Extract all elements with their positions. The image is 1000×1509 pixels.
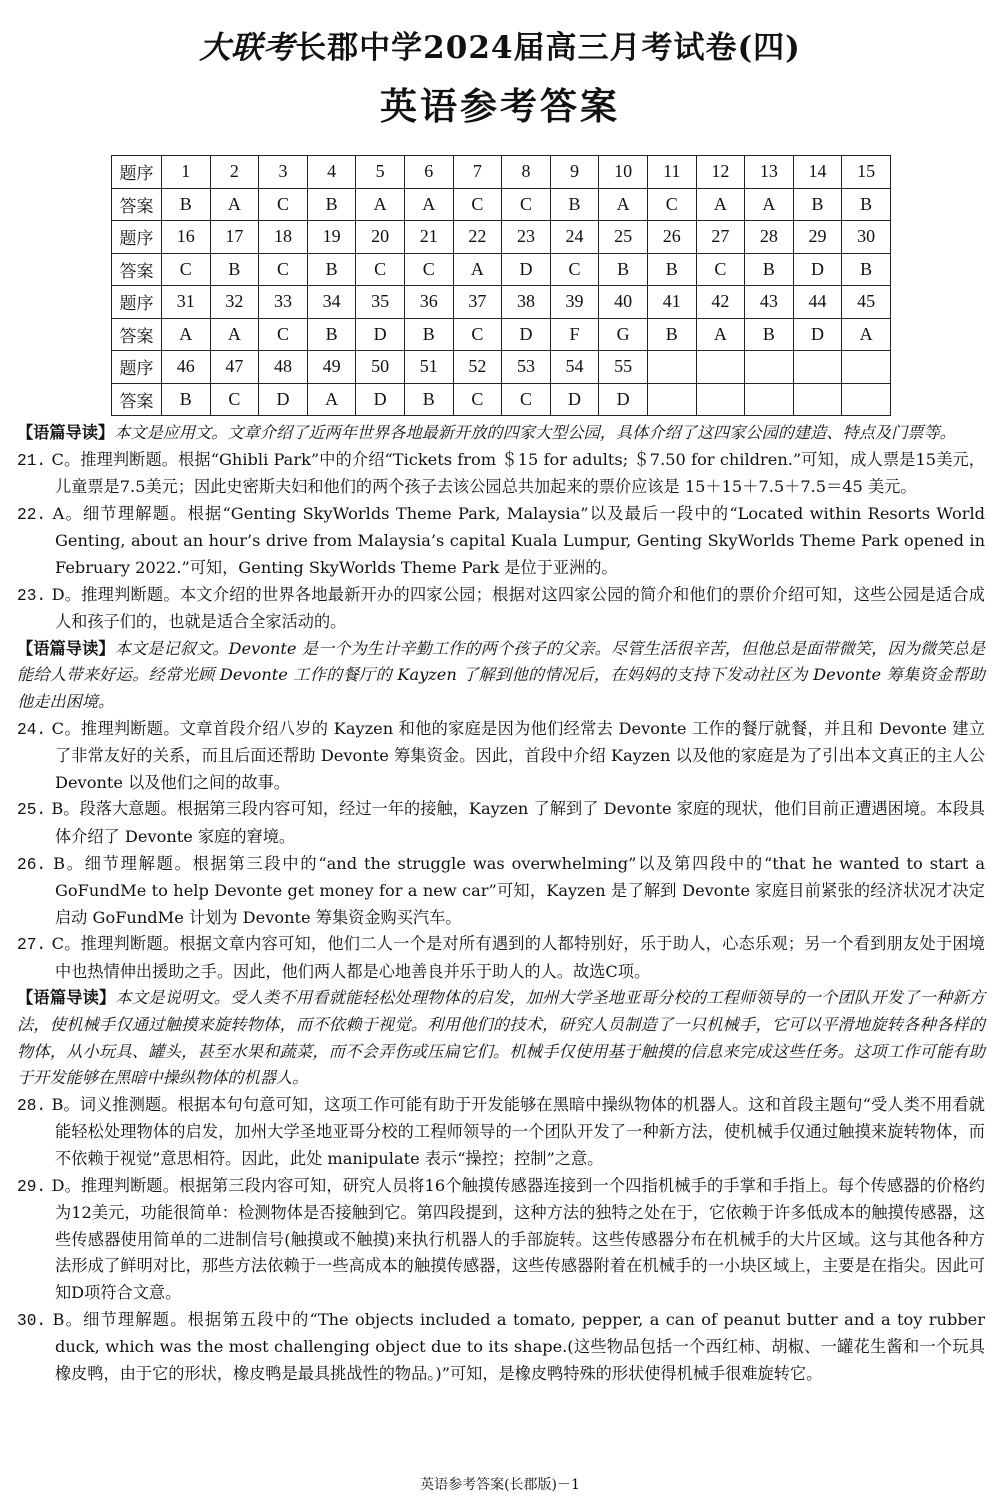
table-cell: B: [745, 253, 794, 286]
table-row: [112, 351, 891, 384]
table-cell: 36: [404, 286, 453, 319]
question-number: 26.: [17, 855, 47, 874]
table-cell: D: [259, 383, 308, 416]
table-cell: [696, 351, 745, 384]
row-header: 题序: [112, 221, 162, 254]
answer-explanation: [17, 1173, 985, 1307]
table-cell: B: [162, 383, 211, 416]
table-cell: 7: [453, 156, 502, 189]
table-cell: 51: [404, 351, 453, 384]
explanation-text: C。推理判断题。根据“Ghibli Park”中的介绍“Tickets from ＄15 for adults; ＄7.50 for children.”可知，成人票是15美元，儿童票是7.5美元；因此史密斯夫妇和他们的两个孩子去该公园总共加起来的票价应该是 15＋15＋7.5＋7.5＝45 美元。: [51, 449, 985, 497]
explanation-text: B。细节理解题。根据第三段中的“and the struggle was overwhelming”以及第四段中的“that he wanted to start a GoFundMe to help Devonte get money for a new car”可知，Kayzen 是了解到 Devonte 家庭目前紧张的经济状况才决定启动 GoFundMe 计划为 Devonte 筹集资金购买汽车。: [53, 853, 985, 927]
table-cell: C: [550, 253, 599, 286]
table-cell: D: [356, 318, 405, 351]
table-cell: C: [453, 188, 502, 221]
explanations: [17, 420, 985, 1387]
question-number: 28.: [17, 1096, 47, 1115]
table-cell: 50: [356, 351, 405, 384]
table-cell: 19: [307, 221, 356, 254]
row-header: 题序: [112, 156, 162, 189]
table-cell: 24: [550, 221, 599, 254]
table-cell: [842, 351, 891, 384]
table-cell: D: [599, 383, 648, 416]
explanation-text: A。细节理解题。根据“Genting SkyWorlds Theme Park, Malaysia”以及最后一段中的“Located within Resorts World Genting, about an hour’s drive from Malaysia’s capital Kuala Lumpur, Genting SkyWorlds Theme Park opened in February 2022.”可知，Genting SkyWorlds Theme Park 是位于亚洲的。: [52, 503, 985, 577]
explanation-text: D。推理判断题。本文介绍的世界各地最新开办的四家公园；根据对这四家公园的简介和他们的票价介绍可知，这些公园是适合成人和孩子们的，也就是适合全家活动的。: [51, 584, 985, 632]
table-cell: 53: [502, 351, 551, 384]
table-cell: 3: [259, 156, 308, 189]
explanation-text: B。细节理解题。根据第五段中的“The objects included a tomato, pepper, a can of peanut butter and a toy rubber duck, which was the most challenging object due to its shape.(这些物品包括一个西红柿、胡椒、一罐花生酱和一个玩具橡皮鸭，由于它的形状，橡皮鸭是最具挑战性的物品。)”可知，是橡皮鸭特殊的形状使得机械手很难旋转它。: [52, 1309, 985, 1383]
table-cell: B: [210, 253, 259, 286]
page-footer: 英语参考答案(长郡版)－1: [420, 1477, 580, 1493]
table-cell: C: [453, 383, 502, 416]
table-cell: 47: [210, 351, 259, 384]
table-cell: 6: [404, 156, 453, 189]
table-cell: A: [842, 318, 891, 351]
table-cell: B: [842, 188, 891, 221]
table-cell: B: [647, 253, 696, 286]
table-cell: C: [162, 253, 211, 286]
table-cell: [793, 383, 842, 416]
table-cell: A: [356, 188, 405, 221]
table-row: [112, 253, 891, 286]
table-cell: 15: [842, 156, 891, 189]
reading-guide: [17, 420, 985, 447]
table-cell: A: [696, 318, 745, 351]
question-number: 22.: [17, 505, 47, 524]
table-cell: 33: [259, 286, 308, 319]
table-cell: 27: [696, 221, 745, 254]
row-header: 题序: [112, 351, 162, 384]
table-cell: 38: [502, 286, 551, 319]
table-cell: A: [210, 318, 259, 351]
brand-logo-text: 大联考: [199, 30, 296, 66]
table-cell: 40: [599, 286, 648, 319]
guide-text: 本文是说明文。受人类不用看就能轻松处理物体的启发，加州大学圣地亚哥分校的工程师领导的一个团队开发了一种新方法，使机械手仅通过触摸来旋转物体，而不依赖于视觉。利用他们的技术，研究人员制造了一只机械手，它可以平滑地旋转各种各样的物体，从小玩具、罐头，甚至水果和蔬菜，而不会弄伤或压扁它们。机械手仅使用基于触摸的信息来完成这些任务。这项工作可能有助于开发能够在黑暗中操纵物体的机器人。: [17, 988, 986, 1088]
answer-explanation: [17, 447, 985, 501]
question-number: 25.: [17, 801, 47, 820]
table-cell: C: [647, 188, 696, 221]
table-cell: 30: [842, 221, 891, 254]
table-row: [112, 318, 891, 351]
table-cell: [696, 383, 745, 416]
table-cell: 39: [550, 286, 599, 319]
table-cell: F: [550, 318, 599, 351]
table-cell: 2: [210, 156, 259, 189]
table-cell: B: [550, 188, 599, 221]
table-cell: 49: [307, 351, 356, 384]
table-cell: [842, 383, 891, 416]
table-cell: D: [356, 383, 405, 416]
table-cell: B: [842, 253, 891, 286]
reading-guide: [17, 985, 985, 1091]
table-cell: 32: [210, 286, 259, 319]
table-cell: 41: [647, 286, 696, 319]
table-cell: D: [793, 253, 842, 286]
answer-explanation: [17, 851, 985, 932]
answer-explanation: [17, 716, 985, 797]
answer-explanation: [17, 501, 985, 582]
table-cell: 42: [696, 286, 745, 319]
table-cell: C: [259, 188, 308, 221]
table-cell: B: [647, 318, 696, 351]
answer-explanation: [17, 796, 985, 850]
table-cell: [647, 351, 696, 384]
table-cell: A: [453, 253, 502, 286]
table-cell: C: [453, 318, 502, 351]
table-cell: 14: [793, 156, 842, 189]
table-cell: C: [356, 253, 405, 286]
table-cell: 26: [647, 221, 696, 254]
table-cell: A: [162, 318, 211, 351]
table-cell: A: [599, 188, 648, 221]
table-cell: C: [696, 253, 745, 286]
table-cell: 12: [696, 156, 745, 189]
row-header: 答案: [112, 188, 162, 221]
table-cell: A: [210, 188, 259, 221]
table-cell: 55: [599, 351, 648, 384]
table-cell: B: [404, 318, 453, 351]
exam-title: 长郡中学2024届高三月考试卷(四): [295, 30, 801, 66]
table-cell: B: [745, 318, 794, 351]
table-cell: 5: [356, 156, 405, 189]
explanation-text: D。推理判断题。根据第三段内容可知，研究人员将16个触摸传感器连接到一个四指机械手的手掌和手指上。每个传感器的价格约为12美元，功能很简单：检测物体是否接触到它。第四段提到，这种方法的独特之处在于，它依赖于许多低成本的触摸传感器，这些传感器使用简单的二进制信号(触摸或不触摸)来执行机器人的手部旋转。这些传感器分布在机械手的大片区域。这与其他各种方法形成了鲜明对比，那些方法依赖于一些高成本的触摸传感器，这些传感器附着在机械手的一小块区域上，主要是在指尖。因此可知D项符合文意。: [51, 1175, 985, 1302]
table-cell: 37: [453, 286, 502, 319]
table-cell: C: [210, 383, 259, 416]
table-cell: A: [696, 188, 745, 221]
table-cell: [745, 351, 794, 384]
answer-explanation: [17, 931, 985, 985]
table-cell: 25: [599, 221, 648, 254]
table-cell: D: [502, 253, 551, 286]
table-cell: 28: [745, 221, 794, 254]
table-cell: 13: [745, 156, 794, 189]
table-cell: 8: [502, 156, 551, 189]
explanation-text: B。段落大意题。根据第三段内容可知，经过一年的接触，Kayzen 了解到了 Devonte 家庭的现状，他们目前正遭遇困境。本段具体介绍了 Devonte 家庭的窘境。: [51, 799, 985, 846]
explanation-text: C。推理判断题。文章首段介绍八岁的 Kayzen 和他的家庭是因为他们经常去 Devonte 工作的餐厅就餐，并且和 Devonte 建立了非常友好的关系，而且后面还帮助 Devonte 筹集资金。因此，首段中介绍 Kayzen 以及他的家庭是为了引出本文真正的主人公 Devonte 以及他们之间的故事。: [51, 718, 985, 792]
table-cell: C: [259, 253, 308, 286]
row-header: 答案: [112, 253, 162, 286]
table-cell: D: [550, 383, 599, 416]
question-number: 24.: [17, 720, 47, 739]
table-cell: 18: [259, 221, 308, 254]
guide-label: 【语篇导读】: [17, 638, 115, 658]
table-cell: 10: [599, 156, 648, 189]
table-cell: 1: [162, 156, 211, 189]
row-header: 题序: [112, 286, 162, 319]
table-cell: 29: [793, 221, 842, 254]
table-cell: 11: [647, 156, 696, 189]
table-cell: 22: [453, 221, 502, 254]
table-cell: 45: [842, 286, 891, 319]
table-cell: 43: [745, 286, 794, 319]
table-cell: 21: [404, 221, 453, 254]
table-cell: 46: [162, 351, 211, 384]
table-cell: 35: [356, 286, 405, 319]
table-row: [112, 286, 891, 319]
table-cell: 16: [162, 221, 211, 254]
explanation-text: C。推理判断题。根据文章内容可知，他们二人一个是对所有遇到的人都特别好，乐于助人，心态乐观；另一个看到朋友处于困境中也热情伸出援助之手。因此，他们两人都是心地善良并乐于助人的人。故选C项。: [51, 934, 985, 981]
question-number: 27.: [17, 936, 47, 955]
table-cell: 17: [210, 221, 259, 254]
table-cell: 4: [307, 156, 356, 189]
table-cell: C: [502, 383, 551, 416]
table-cell: 31: [162, 286, 211, 319]
table-cell: [745, 383, 794, 416]
table-cell: 54: [550, 351, 599, 384]
table-cell: B: [162, 188, 211, 221]
table-cell: [647, 383, 696, 416]
table-row: [112, 156, 891, 189]
guide-text: 本文是应用文。文章介绍了近两年世界各地最新开放的四家大型公园，具体介绍了这四家公园的建造、特点及门票等。: [114, 423, 956, 442]
guide-label: 【语篇导读】: [17, 988, 116, 1008]
table-cell: B: [793, 188, 842, 221]
answer-table: [111, 155, 891, 416]
table-cell: B: [307, 188, 356, 221]
table-cell: A: [307, 383, 356, 416]
table-cell: 48: [259, 351, 308, 384]
question-number: 30.: [17, 1311, 47, 1330]
table-cell: 9: [550, 156, 599, 189]
answer-explanation: [17, 1092, 985, 1173]
table-cell: C: [502, 188, 551, 221]
page-title: [0, 22, 1000, 67]
table-row: [112, 188, 891, 221]
table-cell: G: [599, 318, 648, 351]
table-cell: B: [307, 318, 356, 351]
table-cell: C: [259, 318, 308, 351]
question-number: 29.: [17, 1177, 47, 1196]
table-cell: A: [745, 188, 794, 221]
reading-guide: [17, 636, 985, 716]
row-header: 答案: [112, 383, 162, 416]
question-number: 23.: [17, 586, 47, 605]
table-row: [112, 221, 891, 254]
table-cell: B: [599, 253, 648, 286]
guide-label: 【语篇导读】: [17, 423, 115, 442]
table-cell: C: [404, 253, 453, 286]
table-cell: 52: [453, 351, 502, 384]
table-cell: A: [404, 188, 453, 221]
answer-explanation: [17, 582, 985, 636]
table-cell: D: [502, 318, 551, 351]
question-number: 21.: [17, 451, 47, 470]
answer-explanation: [17, 1307, 985, 1388]
table-cell: B: [404, 383, 453, 416]
table-cell: 23: [502, 221, 551, 254]
table-cell: 34: [307, 286, 356, 319]
table-cell: 44: [793, 286, 842, 319]
table-cell: D: [793, 318, 842, 351]
explanation-text: B。词义推测题。根据本句句意可知，这项工作可能有助于开发能够在黑暗中操纵物体的机器人。这和首段主题句“受人类不用看就能轻松处理物体的启发，加州大学圣地亚哥分校的工程师领导的一个团队开发了一种新方法，使机械手仅通过触摸来旋转物体，而不依赖于视觉”意思相符。因此，此处 manipulate 表示“操控；控制”之意。: [51, 1094, 985, 1169]
guide-text: 本文是记叙文。Devonte 是一个为生计辛勤工作的两个孩子的父亲。尽管生活很辛苦，但他总是面带微笑，因为微笑总是能给人带来好运。经常光顾 Devonte 工作的餐厅的 Kayzen 了解到他的情况后，在妈妈的支持下发动社区为 Devonte 筹集资金帮助他走出困境。: [17, 638, 985, 711]
table-row: [112, 383, 891, 416]
row-header: 答案: [112, 318, 162, 351]
table-cell: B: [307, 253, 356, 286]
page-subtitle: 英语参考答案: [380, 85, 620, 128]
table-cell: 20: [356, 221, 405, 254]
table-cell: [793, 351, 842, 384]
